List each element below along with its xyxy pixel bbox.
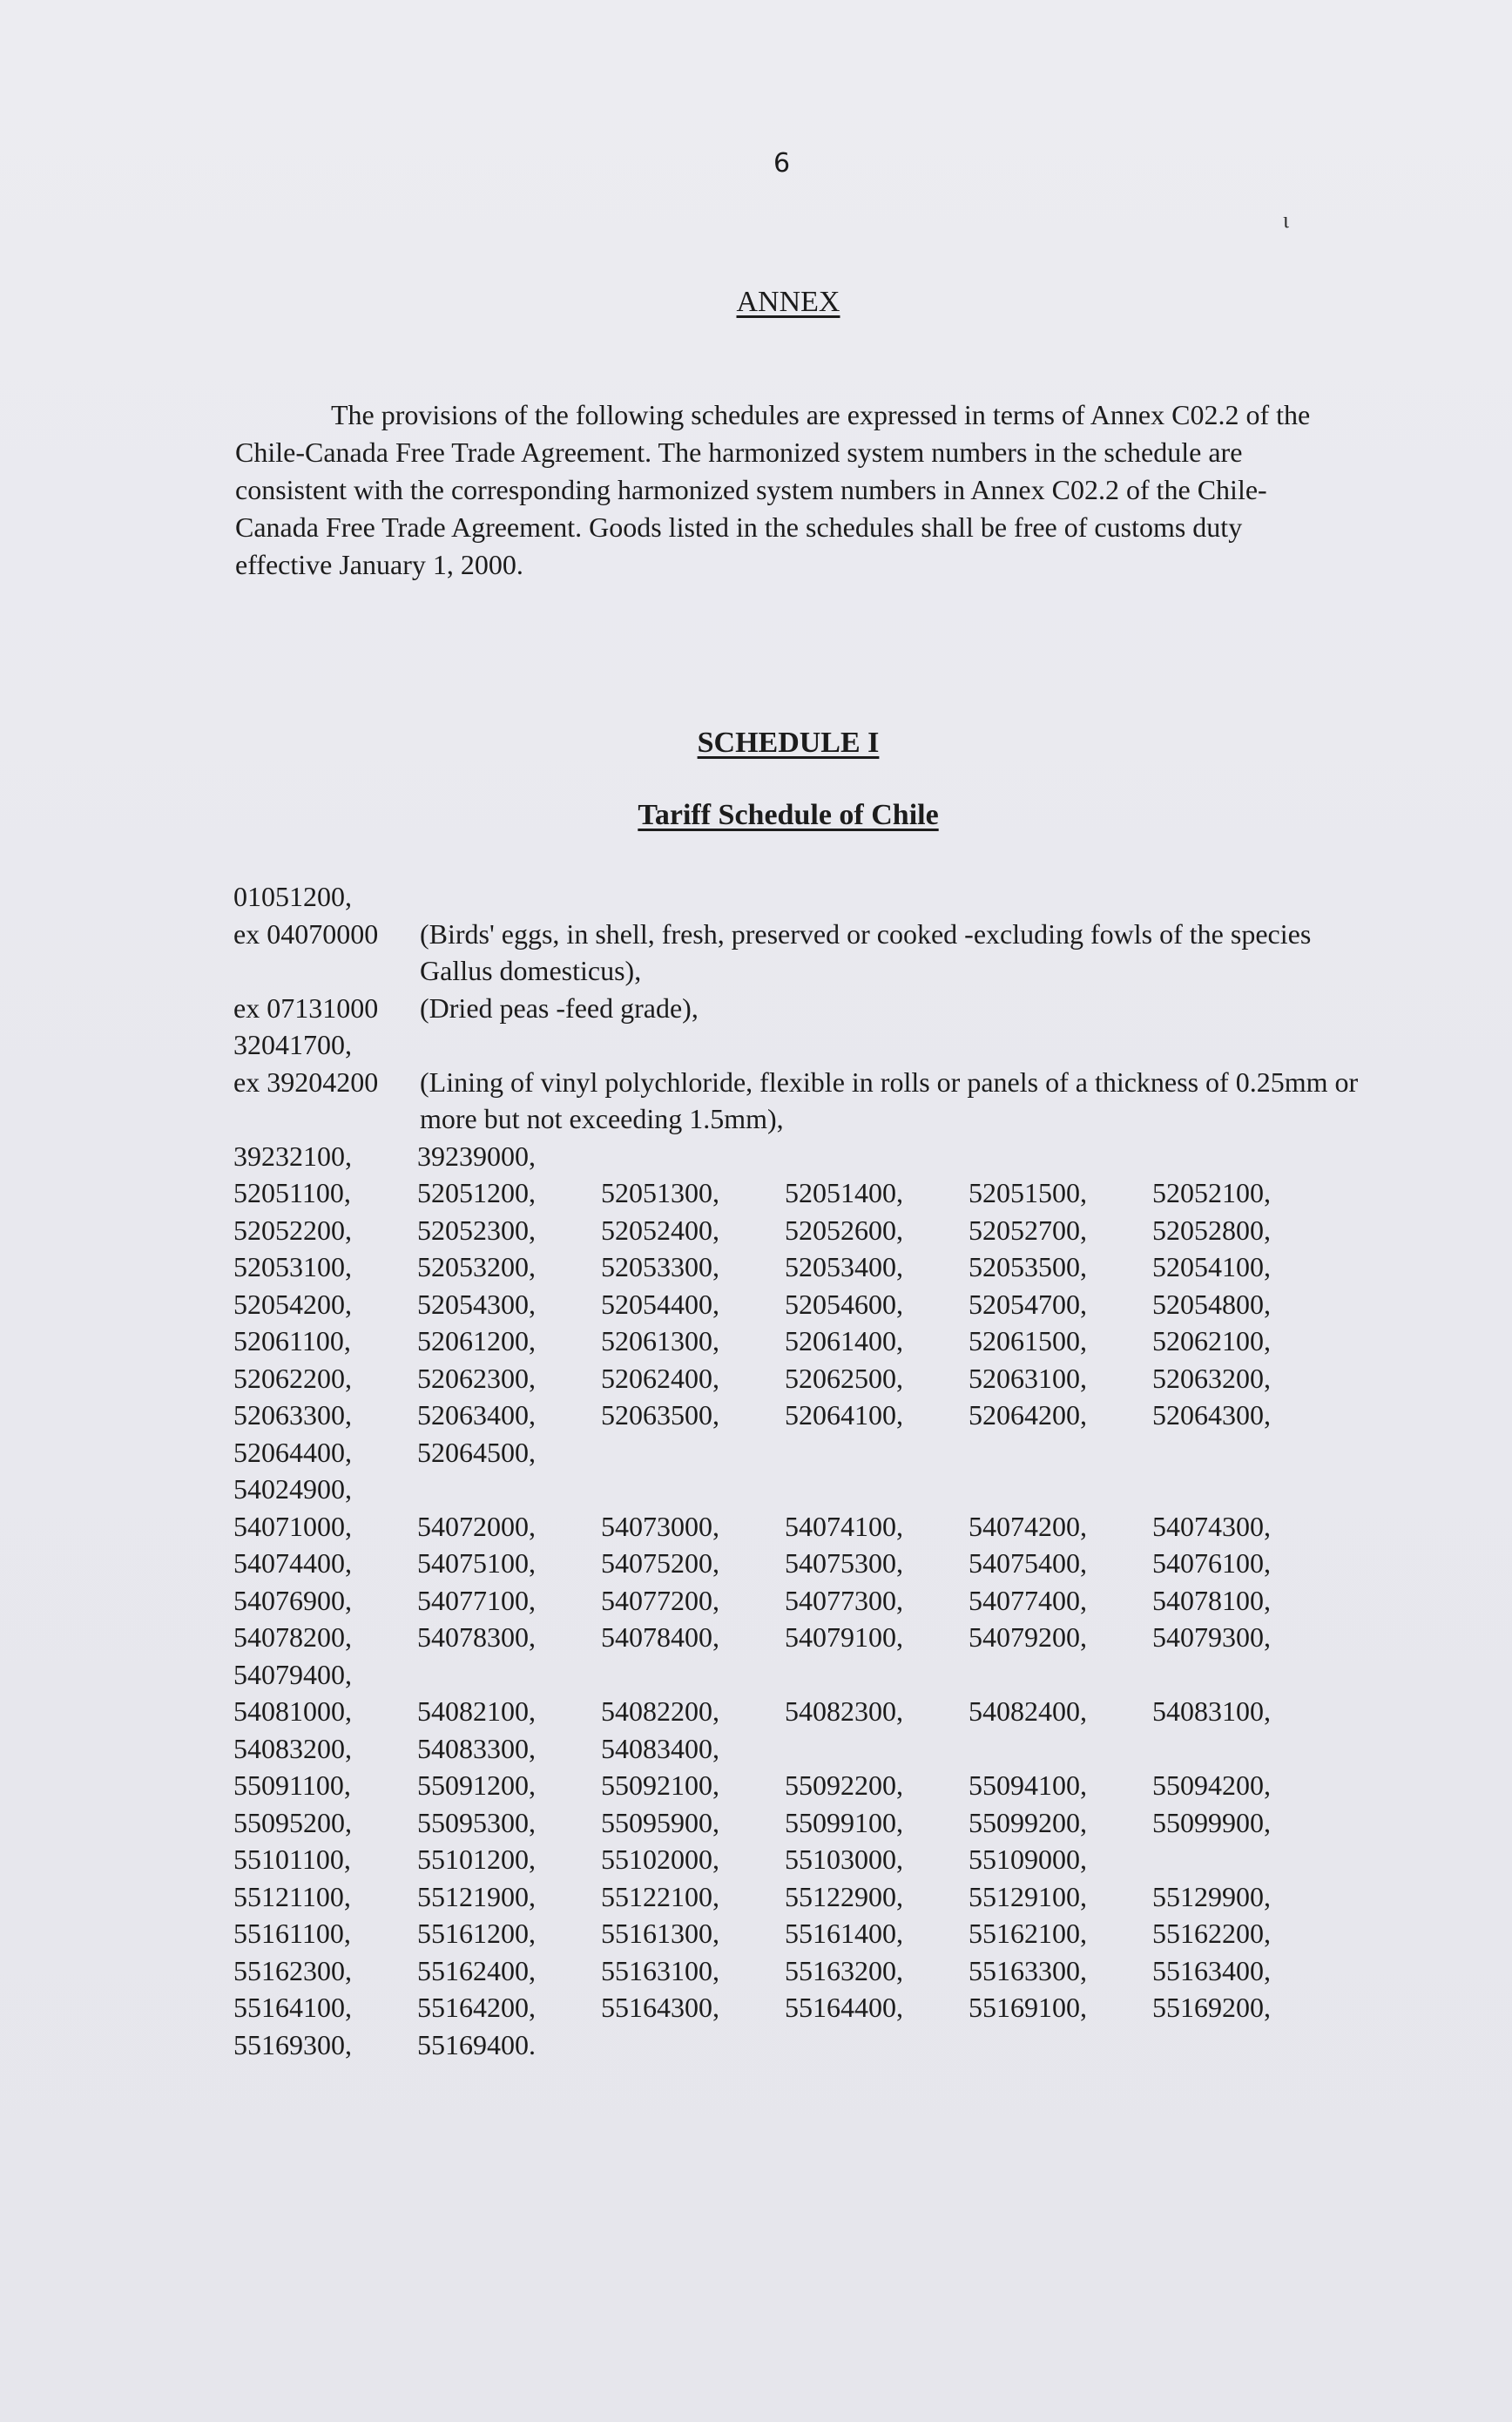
tariff-code: 55095300, [417,1806,536,1838]
tariff-code: 54079300, [1152,1621,1271,1653]
tariff-entry [233,990,1366,1027]
tariff-code: 55099100, [785,1806,903,1838]
tariff-code: 54073000, [601,1510,719,1542]
tariff-code: 01051200, [233,881,352,912]
annex-title: ANNEX [736,286,840,318]
tariff-code: 54074100, [785,1510,903,1542]
tariff-code: 52054700, [969,1288,1087,1320]
tariff-description: (Lining of vinyl polychloride, flexible in rolls or panels of a thickness of 0.25mm or more but not exceeding 1.5mm), [420,1066,1359,1134]
tariff-code: 52064100, [785,1399,903,1431]
tariff-code: 55122100, [601,1880,719,1912]
tariff-code: 52054300, [417,1288,536,1320]
tariff-code: 32041700, [233,1029,352,1060]
tariff-code: 52063500, [601,1399,719,1431]
tariff-description: (Dried peas -feed grade), [420,991,699,1024]
tariff-code: 52052100, [1152,1177,1271,1208]
tariff-code: 55164200, [417,1992,536,2023]
tariff-code: 55162300, [233,1954,352,1986]
tariff-code-row [233,1174,1366,1212]
schedule-subtitle: Tariff Schedule of Chile [638,799,939,831]
tariff-code: 54079200, [969,1621,1087,1653]
tariff-code: 52062300, [417,1362,536,1394]
tariff-entry [233,1026,1366,1064]
tariff-code-row [233,1323,1366,1360]
tariff-code: 54079100, [785,1621,903,1653]
tariff-code: 52052300, [417,1214,536,1246]
tariff-code: 54083100, [1152,1695,1271,1727]
tariff-code: 52061100, [233,1325,351,1356]
tariff-code-row [233,1286,1366,1323]
tariff-code: 55091200, [417,1769,536,1801]
tariff-code: 54083400, [601,1732,719,1764]
tariff-code: 55169300, [233,2028,352,2060]
tariff-code-row [233,1730,1366,1768]
tariff-code-row [233,1360,1366,1397]
tariff-code: 52052700, [969,1214,1087,1246]
tariff-code: 54077400, [969,1584,1087,1616]
tariff-code: 55121100, [233,1880,351,1912]
tariff-code: 52054600, [785,1288,903,1320]
tariff-code: 52054800, [1152,1288,1271,1320]
tariff-entries [233,878,1366,1138]
tariff-code-row [233,1434,1366,1471]
tariff-code: 52061500, [969,1325,1087,1356]
tariff-code: 52063400, [417,1399,536,1431]
tariff-code: 54074200, [969,1510,1087,1542]
tariff-code: 55101100, [233,1844,351,1875]
tariff-code: 54074400, [233,1547,352,1579]
tariff-code: 52061300, [601,1325,719,1356]
tariff-entry [233,1064,1366,1138]
tariff-code: 52063200, [1152,1362,1271,1394]
tariff-code: 54077200, [601,1584,719,1616]
tariff-code: 55169100, [969,1992,1087,2023]
tariff-code: 52051100, [233,1177,351,1208]
tariff-code: 54083300, [417,1732,536,1764]
tariff-code-row [233,1767,1366,1804]
tariff-code: 52062500, [785,1362,903,1394]
tariff-code: 55161400, [785,1918,903,1949]
tariff-code: 52053500, [969,1251,1087,1282]
tariff-code: 52063300, [233,1399,352,1431]
tariff-code: 52053200, [417,1251,536,1282]
tariff-entry [233,878,1366,916]
tariff-code-row [233,1508,1366,1546]
tariff-code: 55102000, [601,1844,719,1875]
tariff-code: 52052200, [233,1214,352,1246]
tariff-code-row [233,1656,1366,1694]
tariff-code: 55095900, [601,1806,719,1838]
tariff-code-row [233,1248,1366,1286]
tariff-code-row [233,1545,1366,1582]
tariff-code: 55163200, [785,1954,903,1986]
tariff-code: 55161200, [417,1918,536,1949]
tariff-code: 54075100, [417,1547,536,1579]
tariff-code: 55092100, [601,1769,719,1801]
tariff-code: 52054200, [233,1288,352,1320]
tariff-code: 54079400, [233,1658,352,1690]
tariff-code: 54075300, [785,1547,903,1579]
tariff-code: 55169400. [417,2028,536,2060]
tariff-code-row [233,1138,1366,1175]
tariff-code-row [233,1212,1366,1249]
tariff-code: 54076900, [233,1584,352,1616]
tariff-code: ex 04070000 [233,917,379,950]
tariff-code: 55169200, [1152,1992,1271,2023]
tariff-code: 54024900, [233,1473,352,1505]
tariff-code: 52061400, [785,1325,903,1356]
tariff-code: 54072000, [417,1510,536,1542]
tariff-code: 54078200, [233,1621,352,1653]
tariff-code: 52063100, [969,1362,1087,1394]
tariff-code: 54082400, [969,1695,1087,1727]
tariff-code: 52051500, [969,1177,1087,1208]
tariff-code-row [233,1841,1366,1878]
tariff-code: 55103000, [785,1844,903,1875]
tariff-code: 52053100, [233,1251,352,1282]
tariff-code: 54083200, [233,1732,352,1764]
tariff-code: 54076100, [1152,1547,1271,1579]
tariff-code-row [233,1804,1366,1842]
tariff-code: 55164400, [785,1992,903,2023]
tariff-code: 52064200, [969,1399,1087,1431]
tariff-code: 55161100, [233,1918,351,1949]
tariff-code: ex 39204200 [233,1066,379,1098]
tariff-code: 52051400, [785,1177,903,1208]
tariff-code-row [233,1989,1366,2026]
tariff-code: 54075400, [969,1547,1087,1579]
tariff-description [420,1026,1366,1064]
tariff-code: 55091100, [233,1769,351,1801]
tariff-code: 52053300, [601,1251,719,1282]
tariff-code: 55122900, [785,1880,903,1912]
tariff-code: 55109000, [969,1844,1087,1875]
tariff-code: 55094100, [969,1769,1087,1801]
tariff-code: 54071000, [233,1510,352,1542]
tariff-code: 52062100, [1152,1325,1271,1356]
tariff-code-grid [233,1138,1366,2064]
tariff-code: 55129100, [969,1880,1087,1912]
tariff-code: 39239000, [417,1140,536,1172]
tariff-code: 52064500, [417,1436,536,1468]
tariff-code: 52051200, [417,1177,536,1208]
tariff-code: 54081000, [233,1695,352,1727]
tariff-code: 52064400, [233,1436,352,1468]
tariff-code: 55095200, [233,1806,352,1838]
tariff-code: 54082300, [785,1695,903,1727]
tariff-code: 55163100, [601,1954,719,1986]
tariff-code: 52052800, [1152,1214,1271,1246]
tariff-code: 52062200, [233,1362,352,1394]
tariff-code-row [233,1619,1366,1656]
tariff-code-row [233,1471,1366,1508]
tariff-description [420,878,1366,916]
stray-mark: ι [1283,207,1289,233]
tariff-code-row [233,1952,1366,1990]
tariff-code: 55121900, [417,1880,536,1912]
tariff-code: 55129900, [1152,1880,1271,1912]
tariff-code: 52064300, [1152,1399,1271,1431]
tariff-code: 52062400, [601,1362,719,1394]
tariff-code: 54082200, [601,1695,719,1727]
tariff-list [233,878,1366,2063]
tariff-code: 54074300, [1152,1510,1271,1542]
tariff-code: 55163400, [1152,1954,1271,1986]
tariff-code: 52054400, [601,1288,719,1320]
intro-paragraph: The provisions of the following schedules are expressed in terms of Annex C02.2 of the Chile-Canada Free Trade Agreement. The harmonized system numbers in the schedule are consistent with the corresponding harmonized system numbers in Annex C02.2 of the Chile-Canada Free Trade Agreement. Goods listed in the schedules shall be free of customs duty effective January 1, 2000. [235,399,1311,580]
tariff-code: 52054100, [1152,1251,1271,1282]
tariff-code: 55094200, [1152,1769,1271,1801]
tariff-code: 55162200, [1152,1918,1271,1949]
tariff-code: 54077300, [785,1584,903,1616]
page-number: 6 [773,148,791,179]
tariff-code-row [233,1915,1366,1952]
tariff-code: ex 07131000 [233,991,379,1024]
tariff-code: 55099900, [1152,1806,1271,1838]
tariff-code: 54078400, [601,1621,719,1653]
tariff-entry [233,916,1366,990]
tariff-description: (Birds' eggs, in shell, fresh, preserved or cooked -excluding fowls of the species Gallus domesticus), [420,917,1312,986]
tariff-code: 52052400, [601,1214,719,1246]
tariff-code: 39232100, [233,1140,352,1172]
tariff-code: 55164300, [601,1992,719,2023]
tariff-code: 52061200, [417,1325,536,1356]
tariff-code: 54078300, [417,1621,536,1653]
tariff-code: 52051300, [601,1177,719,1208]
tariff-code: 55099200, [969,1806,1087,1838]
tariff-code: 54077100, [417,1584,536,1616]
tariff-code: 55161300, [601,1918,719,1949]
tariff-code: 55092200, [785,1769,903,1801]
tariff-code: 55164100, [233,1992,352,2023]
tariff-code: 54082100, [417,1695,536,1727]
tariff-code: 55162400, [417,1954,536,1986]
tariff-code-row [233,1878,1366,1916]
tariff-code: 52053400, [785,1251,903,1282]
tariff-code: 55163300, [969,1954,1087,1986]
tariff-code: 52052600, [785,1214,903,1246]
tariff-code: 54075200, [601,1547,719,1579]
tariff-code-row [233,1397,1366,1434]
tariff-code: 54078100, [1152,1584,1271,1616]
tariff-code-row [233,1582,1366,1620]
tariff-code: 55101200, [417,1844,536,1875]
schedule-title: SCHEDULE I [697,727,880,759]
tariff-code-row [233,1693,1366,1730]
tariff-code-row [233,2026,1366,2064]
tariff-code: 55162100, [969,1918,1087,1949]
